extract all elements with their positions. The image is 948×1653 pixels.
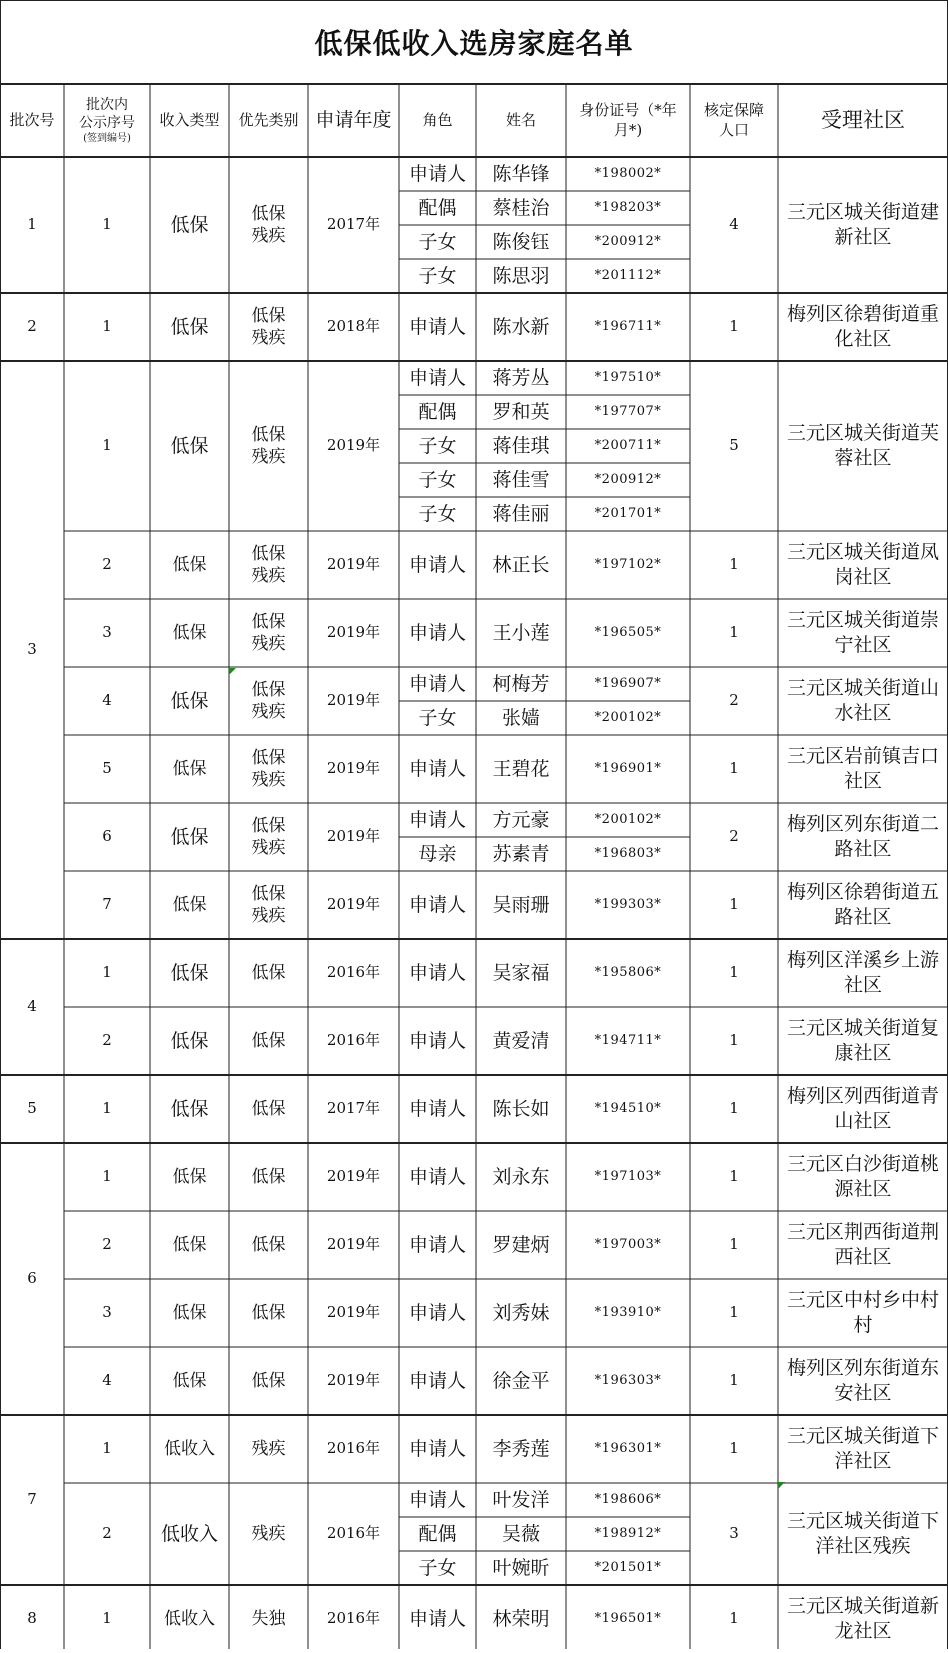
priority-category: 低保残疾	[251, 815, 286, 858]
apply-year: 2016年	[326, 1031, 381, 1050]
member-name: 苏素青	[492, 842, 550, 865]
community: 三元区城关街道下洋社区	[786, 1425, 939, 1472]
header-id: 身份证号（*年月*)	[579, 101, 677, 139]
community: 三元区中村乡中村村	[786, 1289, 939, 1336]
member-role: 申请人	[408, 1029, 466, 1052]
member-id: *197003*	[594, 1236, 662, 1252]
member-id: *194510*	[594, 1100, 662, 1116]
page-title: 低保低收入选房家庭名单	[314, 27, 634, 60]
member-name: 刘秀妹	[492, 1301, 550, 1324]
community: 三元区城关街道新龙社区	[786, 1595, 939, 1642]
batch-seq: 4	[102, 691, 112, 710]
income-type: 低保	[170, 689, 209, 712]
header-role: 角色	[422, 110, 453, 129]
member-role: 子女	[418, 264, 457, 287]
member-name: 蒋芳丛	[492, 366, 550, 389]
member-role: 申请人	[408, 808, 466, 831]
member-id: *200711*	[594, 437, 662, 453]
member-name: 吴雨珊	[492, 893, 550, 916]
member-name: 徐金平	[492, 1369, 550, 1392]
priority-category: 低保残疾	[251, 747, 286, 790]
covered-people: 5	[729, 436, 739, 455]
member-role: 子女	[418, 230, 457, 253]
apply-year: 2017年	[326, 1099, 381, 1118]
member-role: 申请人	[408, 1488, 466, 1511]
member-id: *197510*	[594, 369, 662, 385]
batch-seq: 1	[102, 317, 112, 336]
apply-year: 2019年	[326, 691, 381, 710]
member-name: 蒋佳雪	[492, 468, 550, 491]
member-role: 申请人	[408, 553, 466, 576]
covered-people: 3	[729, 1524, 739, 1543]
priority-category: 低保	[251, 1166, 286, 1187]
header-people: 核定保障人口	[704, 101, 765, 139]
income-type: 低保	[170, 1029, 209, 1052]
community: 三元区城关街道崇宁社区	[786, 609, 939, 656]
member-id: *198002*	[594, 165, 662, 181]
income-type: 低保	[170, 825, 209, 848]
member-id: *196901*	[594, 760, 662, 776]
member-name: 罗建炳	[492, 1233, 550, 1256]
member-role: 子女	[418, 1556, 457, 1579]
covered-people: 1	[729, 1303, 739, 1322]
batch-seq: 2	[102, 1524, 112, 1543]
batch-seq: 2	[102, 1031, 112, 1050]
covered-people: 1	[729, 317, 739, 336]
member-role: 申请人	[408, 1607, 466, 1630]
member-role: 申请人	[408, 757, 466, 780]
member-role: 配偶	[418, 1522, 457, 1545]
member-role: 申请人	[408, 1301, 466, 1324]
batch-seq: 1	[102, 215, 112, 234]
community: 三元区城关街道芙蓉社区	[786, 422, 939, 469]
income-type: 低保	[172, 1302, 207, 1323]
member-name: 吴薇	[501, 1522, 540, 1545]
apply-year: 2019年	[326, 759, 381, 778]
covered-people: 1	[729, 555, 739, 574]
community: 三元区城关街道凤岗社区	[786, 541, 939, 588]
priority-category: 低保	[251, 1370, 286, 1391]
apply-year: 2019年	[326, 623, 381, 642]
batch-number: 7	[27, 1490, 37, 1509]
member-name: 林正长	[492, 553, 550, 576]
batch-seq: 2	[102, 555, 112, 574]
covered-people: 1	[729, 963, 739, 982]
member-name: 叶婉昕	[492, 1556, 550, 1579]
member-name: 陈长如	[492, 1097, 550, 1120]
member-id: *201701*	[594, 505, 662, 521]
member-role: 子女	[418, 468, 457, 491]
member-role: 申请人	[408, 162, 466, 185]
income-type: 低收入	[164, 1438, 215, 1459]
member-name: 陈华锋	[492, 162, 550, 185]
apply-year: 2019年	[326, 827, 381, 846]
batch-seq: 6	[102, 827, 112, 846]
priority-category: 低保残疾	[251, 305, 286, 348]
income-type: 低保	[172, 1166, 207, 1187]
covered-people: 1	[729, 1167, 739, 1186]
community: 三元区城关街道建新社区	[786, 201, 939, 248]
income-type: 低保	[170, 1097, 209, 1120]
community: 三元区城关街道山水社区	[786, 677, 939, 724]
batch-number: 8	[27, 1609, 37, 1628]
covered-people: 1	[729, 1031, 739, 1050]
batch-seq: 5	[102, 759, 112, 778]
priority-category: 低保残疾	[251, 203, 286, 246]
covered-people: 1	[729, 1235, 739, 1254]
member-name: 柯梅芳	[492, 672, 550, 695]
header-seq-line2: 公示序号	[79, 115, 135, 131]
covered-people: 2	[729, 691, 739, 710]
covered-people: 2	[729, 827, 739, 846]
member-name: 黄爱清	[492, 1029, 550, 1052]
priority-category: 低保残疾	[251, 679, 286, 722]
apply-year: 2016年	[326, 963, 381, 982]
member-name: 陈俊钰	[492, 230, 550, 253]
member-name: 方元豪	[492, 808, 550, 831]
member-role: 母亲	[418, 842, 457, 865]
member-role: 申请人	[408, 621, 466, 644]
member-id: *199303*	[594, 896, 662, 912]
member-id: *200102*	[594, 811, 662, 827]
community: 梅列区列西街道青山社区	[786, 1085, 939, 1132]
member-role: 申请人	[408, 366, 466, 389]
member-id: *200102*	[594, 709, 662, 725]
apply-year: 2018年	[326, 317, 381, 336]
member-role: 申请人	[408, 315, 466, 338]
income-type: 低保	[172, 1370, 207, 1391]
income-type: 低保	[172, 758, 207, 779]
priority-category: 低保	[251, 1098, 286, 1119]
community: 梅列区徐碧街道重化社区	[786, 303, 939, 350]
member-name: 李秀莲	[492, 1437, 550, 1460]
header-batch: 批次号	[9, 110, 55, 129]
member-id: *196711*	[594, 318, 662, 334]
member-id: *200912*	[594, 471, 662, 487]
apply-year: 2019年	[326, 895, 381, 914]
member-id: *196505*	[594, 624, 662, 640]
member-role: 申请人	[408, 1369, 466, 1392]
member-name: 王小莲	[492, 621, 550, 644]
priority-category: 低保	[251, 1302, 286, 1323]
community: 三元区岩前镇吉口社区	[786, 745, 939, 792]
income-type: 低保	[172, 894, 207, 915]
batch-seq: 1	[102, 1167, 112, 1186]
community: 梅列区徐碧街道五路社区	[786, 881, 939, 928]
header-name: 姓名	[505, 110, 536, 129]
income-type: 低保	[170, 434, 209, 457]
batch-number: 3	[27, 640, 37, 659]
priority-category: 低保残疾	[251, 611, 286, 654]
apply-year: 2016年	[326, 1609, 381, 1628]
income-type: 低收入	[160, 1522, 218, 1545]
income-type: 低保	[170, 315, 209, 338]
apply-year: 2019年	[326, 436, 381, 455]
member-name: 蔡桂治	[492, 196, 550, 219]
covered-people: 4	[729, 215, 739, 234]
covered-people: 1	[729, 623, 739, 642]
priority-category: 低保残疾	[251, 424, 286, 467]
member-name: 蒋佳丽	[492, 502, 550, 525]
member-role: 申请人	[408, 1437, 466, 1460]
member-id: *196301*	[594, 1440, 662, 1456]
batch-number: 1	[27, 215, 37, 234]
member-id: *193910*	[594, 1304, 662, 1320]
member-role: 配偶	[418, 400, 457, 423]
member-id: *196303*	[594, 1372, 662, 1388]
apply-year: 2016年	[326, 1524, 381, 1543]
community: 梅列区洋溪乡上游社区	[786, 949, 939, 996]
member-id: *198606*	[594, 1491, 662, 1507]
apply-year: 2016年	[326, 1439, 381, 1458]
member-id: *196501*	[594, 1610, 662, 1626]
header-priority: 优先类别	[238, 110, 299, 129]
community: 梅列区列东街道东安社区	[786, 1357, 939, 1404]
batch-seq: 3	[102, 1303, 112, 1322]
member-id: *200912*	[594, 233, 662, 249]
member-role: 配偶	[418, 196, 457, 219]
member-name: 蒋佳琪	[492, 434, 550, 457]
apply-year: 2017年	[326, 215, 381, 234]
comment-marker	[778, 1482, 785, 1489]
income-type: 低收入	[164, 1608, 215, 1629]
covered-people: 1	[729, 1371, 739, 1390]
member-name: 刘永东	[492, 1165, 550, 1188]
apply-year: 2019年	[326, 1167, 381, 1186]
batch-seq: 3	[102, 623, 112, 642]
apply-year: 2019年	[326, 555, 381, 574]
batch-number: 5	[27, 1099, 37, 1118]
batch-seq: 4	[102, 1371, 112, 1390]
apply-year: 2019年	[326, 1303, 381, 1322]
priority-category: 低保残疾	[251, 543, 286, 586]
batch-seq: 1	[102, 1609, 112, 1628]
batch-number: 4	[27, 997, 37, 1016]
batch-seq: 1	[102, 1099, 112, 1118]
member-id: *197103*	[594, 1168, 662, 1184]
covered-people: 1	[729, 1609, 739, 1628]
comment-marker	[229, 668, 236, 675]
member-id: *201501*	[594, 1559, 662, 1575]
batch-number: 2	[27, 317, 37, 336]
covered-people: 1	[729, 759, 739, 778]
income-type: 低保	[172, 622, 207, 643]
member-id: *197707*	[594, 403, 662, 419]
member-name: 王碧花	[492, 757, 550, 780]
community: 梅列区列东街道二路社区	[786, 813, 939, 860]
member-id: *198203*	[594, 199, 662, 215]
member-role: 子女	[418, 502, 457, 525]
community: 三元区白沙街道桃源社区	[786, 1153, 939, 1200]
priority-category: 低保残疾	[251, 883, 286, 926]
member-role: 申请人	[408, 672, 466, 695]
header-community: 受理社区	[821, 107, 905, 132]
apply-year: 2019年	[326, 1235, 381, 1254]
member-role: 申请人	[408, 893, 466, 916]
priority-category: 失独	[251, 1608, 286, 1629]
member-name: 吴家福	[492, 961, 550, 984]
member-name: 罗和英	[492, 400, 550, 423]
member-role: 申请人	[408, 1233, 466, 1256]
covered-people: 1	[729, 1099, 739, 1118]
member-role: 申请人	[408, 1097, 466, 1120]
member-name: 陈水新	[492, 315, 550, 338]
member-role: 申请人	[408, 1165, 466, 1188]
income-type: 低保	[170, 213, 209, 236]
member-role: 子女	[418, 434, 457, 457]
member-id: *196907*	[594, 675, 662, 691]
community: 三元区荆西街道荆西社区	[786, 1221, 939, 1268]
community: 三元区城关街道下洋社区残疾	[786, 1510, 939, 1557]
member-id: *194711*	[594, 1032, 662, 1048]
header-income-type: 收入类型	[159, 110, 220, 129]
member-id: *196803*	[594, 845, 662, 861]
covered-people: 1	[729, 895, 739, 914]
header-seq-note: (签到编号)	[83, 133, 131, 145]
batch-seq: 1	[102, 436, 112, 455]
member-id: *198912*	[594, 1525, 662, 1541]
priority-category: 低保	[251, 962, 286, 983]
member-name: 陈思羽	[492, 264, 550, 287]
priority-category: 低保	[251, 1234, 286, 1255]
member-id: *195806*	[594, 964, 662, 980]
member-role: 子女	[418, 706, 457, 729]
member-id: *197102*	[594, 556, 662, 572]
community: 三元区城关街道复康社区	[786, 1017, 939, 1064]
header-year: 申请年度	[315, 109, 392, 132]
batch-seq: 2	[102, 1235, 112, 1254]
priority-category: 低保	[251, 1030, 286, 1051]
income-type: 低保	[172, 554, 207, 575]
member-name: 叶发洋	[492, 1488, 550, 1511]
batch-seq: 7	[102, 895, 112, 914]
member-role: 申请人	[408, 961, 466, 984]
apply-year: 2019年	[326, 1371, 381, 1390]
member-id: *201112*	[594, 267, 662, 283]
income-type: 低保	[172, 1234, 207, 1255]
member-name: 林荣明	[492, 1607, 550, 1630]
batch-seq: 1	[102, 1439, 112, 1458]
member-name: 张嫱	[501, 706, 540, 729]
batch-number: 6	[27, 1269, 37, 1288]
batch-seq: 1	[102, 963, 112, 982]
header-seq-line1: 批次内	[86, 96, 128, 113]
priority-category: 残疾	[251, 1523, 286, 1544]
covered-people: 1	[729, 1439, 739, 1458]
priority-category: 残疾	[251, 1438, 286, 1459]
income-type: 低保	[170, 961, 209, 984]
